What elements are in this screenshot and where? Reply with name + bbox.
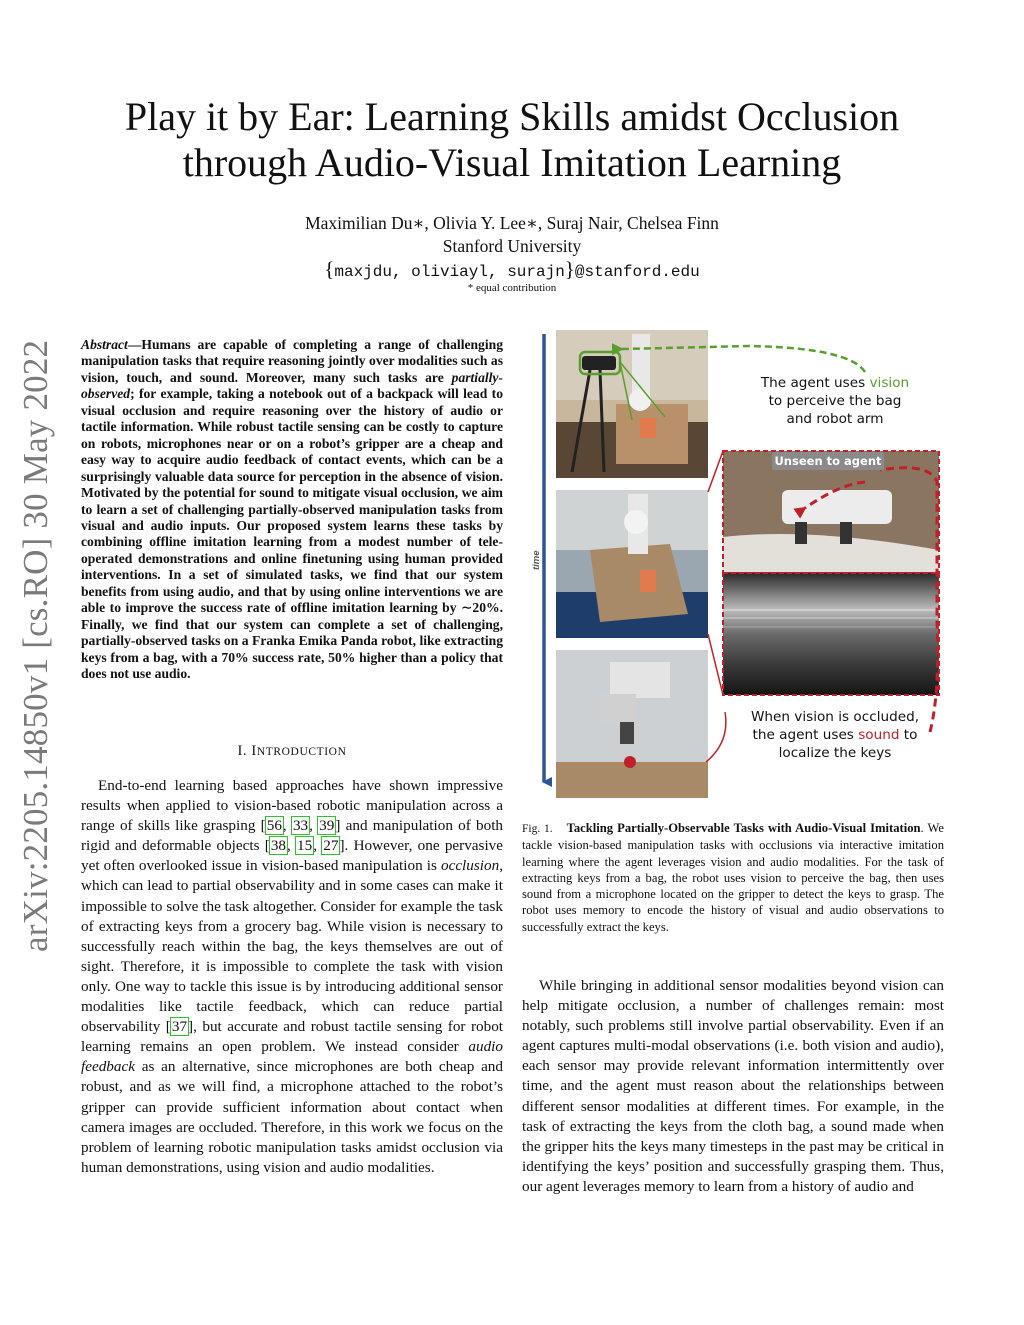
citation-link[interactable]: 56 (266, 817, 282, 835)
email-names: maxjdu, oliviayl, surajn (334, 263, 565, 281)
arxiv-identifier: arXiv:2205.14850v1 [cs.RO] 30 May 2022 (16, 339, 55, 952)
caption-label: Fig. 1. (522, 823, 553, 835)
abstract-text-2: ; for example, taking a notebook out of a backpack will lead to visual occlusion and require reasoning over the history of audio or tactile information. While robust tactile sensing can be costly to capture on robots, microphones near or on a robot’s gripper are a cheap and easy way to acquire audio feedback of contact events, which can be a surprisingly valuable data source for perception in the absence of vision. Motivated by the potential for sound to mitigate visual occlusion, we aim to learn a set of challenging partially-observed manipulation tasks from visual and audio inputs. Our proposed system learns these tasks by combining offline imitation learning from a modest number of tele-operated demonstrations and online finetuning using human provided interventions. In a set of simulated tasks, we find that our system benefits from using audio, and that by using online interventions we are able to improve the success rate of offline imitation learning by ∼20%. Finally, we find that our system can complete a set of challenging, partially-observed tasks on a Franka Emika Panda robot, like extracting keys from a bag, with a 70% success rate, 50% higher than a policy that does not use audio. (81, 386, 503, 682)
audio-spectrogram (723, 573, 939, 695)
title-line-1: Play it by Ear: Learning Skills amidst Occlusion (124, 94, 900, 139)
intro-text: , but accurate and robust tactile sensing for robot learning remains an open problem. We instead consider (81, 1018, 504, 1056)
robot-photo-2 (556, 490, 708, 638)
sound-annotation (732, 708, 938, 762)
time-axis-label: time (531, 550, 542, 570)
intro-text: End-to-end learning based approaches have shown impressive results when applied to vision-based robotic manipulation across a range of skills like grasping (81, 777, 503, 835)
sound-annotation-text: the agent uses (752, 727, 859, 743)
sound-annotation-text-end: to (899, 727, 918, 743)
abstract-text-1: —Humans are capable of completing a range of challenging manipulation tasks that require reasoning jointly over modalities such as vision, touch, and sound. Moreover, many such tasks are (81, 337, 503, 385)
citation-link[interactable]: 37 (171, 1018, 188, 1036)
section-number: I. (237, 743, 248, 759)
robot-photo-1 (556, 330, 708, 478)
author-list: Maximilian Du∗, Olivia Y. Lee∗, Suraj Nair, Chelsea Finn (305, 213, 719, 233)
sound-annotation-line-3: localize the keys (778, 745, 892, 761)
abstract (81, 337, 503, 683)
citation-link[interactable]: 33 (292, 817, 309, 835)
sound-keyword: sound (858, 727, 900, 743)
robot-photo-3 (556, 650, 708, 798)
citation-link[interactable]: 39 (319, 817, 335, 835)
abstract-label: Abstract (81, 337, 128, 352)
vision-annotation-line-3: and robot arm (786, 411, 884, 427)
intro-text: and manipulation of both rigid and deformable objects (81, 817, 504, 855)
affiliation: Stanford University (442, 236, 582, 256)
unseen-to-agent-badge: Unseen to agent (772, 452, 884, 470)
vision-keyword: vision (869, 375, 910, 391)
right-column-paragraph: While bringing in additional sensor modalities beyond vision can help mitigate occlusion, a number of challenges remain: most notably, such problems still involve partial observability. Even if an agent captures multi-modal observations (i.e. both vision and audio), each sensor may provide relevant information intermittently over time, and the agent must reason about the relationships between different sensor modalities at different times. For example, in the task of extracting the keys from the cloth bag, a sound made when the gripper hits the keys many timesteps in the past may be critical in identifying the keys’ position and successfully grasping them. Thus, our agent leverages memory to learn from a history of audio and (522, 977, 944, 1195)
citation-link[interactable]: 27 (323, 837, 339, 855)
vision-annotation (732, 374, 938, 428)
title-line-2: through Audio-Visual Imitation Learning (182, 140, 842, 185)
intro-text: . However, one pervasive yet often overlooked issue in vision-based manipulation is (81, 837, 504, 875)
introduction-paragraph: End-to-end learning based approaches have shown impressive results when applied to vision-based robotic manipulation across a range of skills like grasping [56, 33, 39] and manipulation of both rigid and deformable objects [38, 15, 27]. However, one pervasive yet often overlooked issue in vision-based manipulation is occlusion, which can lead to partial observability and in some cases can make it impossible to solve the task altogether. Consider for example the task of extracting keys from a grocery bag. While vision is necessary to successfully reach within the bag, the keys themselves are out of sight. Therefore, it is impossible to complete the task with vision only. One way to tackle this issue is by introducing additional sensor modalities like tactile feedback, which can reduce partial observability [37], but accurate and robust tactile sensing for robot learning remains an open problem. We instead consider audio feedback as an alternative, since microphones are both cheap and robust, and as we will find, a microphone attached to the robot’s gripper can provide sufficient information about contact when camera images are occluded. Therefore, in this work we focus on the problem of learning robotic manipulation tasks amidst occlusion via human demonstrations, using vision and audio modalities. (81, 777, 504, 1176)
email-addresses: {maxjdu, oliviayl, surajn}@stanford.edu (324, 257, 700, 281)
caption-title: Tackling Partially-Observable Tasks with Audio-Visual Imitation (566, 821, 921, 835)
intro-text: , which can lead to partial observability and in some cases can make it impossible to solve the task altogether. Consider for example the task of extracting keys from a grocery bag. While vision is necessary to successfully reach within the bag, the keys themselves are out of sight. Therefore, it is impossible to complete the task with vision only. One way to tackle this issue is by introducing additional sensor modalities like tactile feedback, which can reduce partial observability (81, 857, 503, 1036)
paper-title (60, 94, 964, 186)
intro-emphasis: audio feedback (81, 1038, 503, 1076)
intro-text: as an alternative, since microphones are both cheap and robust, and as we will find, a microphone attached to the robot’s gripper can provide sufficient information about contact when camera images are occluded. Therefore, in this work we focus on the problem of learning robotic manipulation tasks amidst occlusion via human demonstrations, using vision and audio modalities. (81, 1058, 503, 1176)
vision-annotation-line-2: to perceive the bag (768, 393, 902, 409)
intro-emphasis: occlusion (440, 857, 500, 875)
section-title-rest: NTRODUCTION (256, 746, 347, 758)
abstract-emphasis: partially-observed (81, 369, 503, 402)
sound-annotation-line-1: When vision is occluded, (750, 709, 920, 725)
citation-link[interactable]: 38 (270, 837, 286, 855)
vision-annotation-text: The agent uses (760, 375, 870, 391)
figure-caption (522, 820, 944, 935)
caption-text: . We tackle vision-based manipulation tasks with occlusions via interactive imitation learning where the agent leverages vision and audio modalities. For the task of extracting keys from a bag, the robot uses vision to perceive the bag, then uses sound from a microphone located on the gripper to detect the keys to grasp. The robot uses memory to encode the history of visual and audio observations to successfully extract the keys. (522, 821, 945, 934)
email-domain: @stanford.edu (574, 263, 700, 281)
citation-link[interactable]: 15 (297, 837, 313, 855)
section-heading-introduction (81, 743, 503, 760)
equal-contribution-note: * equal contribution (467, 282, 557, 294)
figure-1 (520, 322, 950, 807)
section-title-first: I (251, 743, 257, 759)
